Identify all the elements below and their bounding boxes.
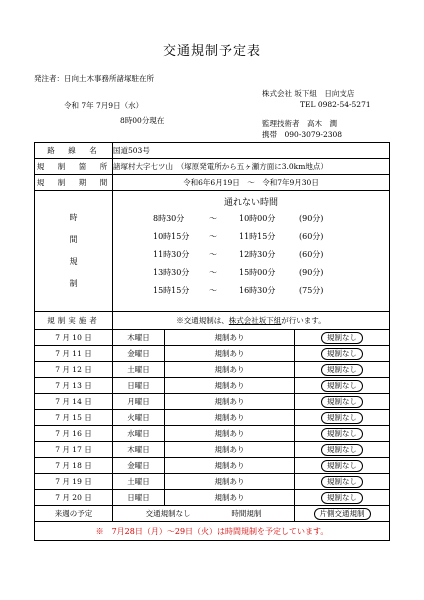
route-value: 国道503号 — [113, 143, 390, 159]
day-mark-cell — [295, 330, 390, 346]
implementer-row — [35, 312, 390, 330]
implementer-suffix: が行います。 — [281, 316, 326, 325]
closure-slot — [113, 210, 389, 228]
day-of-week: 土曜日 — [113, 362, 165, 378]
closure-duration: (60分) — [299, 232, 324, 241]
day-date: 7 月 20 日 — [35, 490, 113, 506]
day-row — [35, 426, 390, 442]
day-mark-cell — [295, 490, 390, 506]
closure-slot — [113, 246, 389, 264]
period-row — [35, 175, 390, 191]
note-row — [35, 522, 390, 541]
engineer-mobile: 携帯 090-3079-2308 — [262, 130, 343, 139]
day-mark-cell — [295, 394, 390, 410]
day-status: 規制あり — [165, 426, 295, 442]
day-of-week: 火曜日 — [113, 410, 165, 426]
closure-start: 10時15分 — [153, 232, 190, 241]
day-row — [35, 330, 390, 346]
issuer-text: 発注者：日向土木事務所諸塚駐在所 — [34, 74, 154, 83]
day-mark-cell — [295, 346, 390, 362]
period-label: 規 制 期 間 — [35, 175, 113, 191]
day-of-week: 日曜日 — [113, 378, 165, 394]
day-status: 規制あり — [165, 474, 295, 490]
closure-end: 11時15分 — [239, 232, 276, 241]
day-date: 7 月 11 日 — [35, 346, 113, 362]
closure-duration: (90分) — [299, 268, 324, 277]
day-row — [35, 474, 390, 490]
period-value: 令和6年6月19日 ～ 令和7年9月30日 — [113, 175, 390, 191]
closure-end: 15時00分 — [239, 268, 276, 277]
day-status: 規制あり — [165, 346, 295, 362]
day-row — [35, 362, 390, 378]
regulation-table — [34, 142, 390, 541]
closure-duration: (75分) — [299, 286, 324, 295]
day-mark-cell — [295, 458, 390, 474]
closure-tilde: ～ — [209, 250, 217, 259]
no-regulation-mark: 規制なし — [321, 364, 363, 376]
next-week-time-text: 時間規制 — [231, 509, 262, 518]
next-week-none — [113, 506, 295, 522]
location-label: 規 制 箇 所 — [35, 159, 113, 175]
implementer-value — [113, 312, 390, 330]
day-of-week: 月曜日 — [113, 394, 165, 410]
location-value: 諸塚村大字七ツ山 （塚原発電所から五ヶ瀬方面に3.0km地点） — [113, 159, 390, 175]
implementer-prefix: ※交通規制は、 — [176, 316, 229, 325]
day-date: 7 月 12 日 — [35, 362, 113, 378]
time-label-char: 規 — [69, 257, 78, 266]
day-row — [35, 458, 390, 474]
no-regulation-mark: 規制なし — [321, 476, 363, 488]
no-regulation-mark: 規制なし — [321, 428, 363, 440]
day-status: 規制あり — [165, 330, 295, 346]
day-date: 7 月 17 日 — [35, 442, 113, 458]
implementer-label: 規制実施者 — [35, 312, 113, 330]
closure-slot — [113, 282, 389, 300]
closure-start: 13時30分 — [153, 268, 190, 277]
closure-duration: (60分) — [299, 250, 324, 259]
no-regulation-mark: 規制なし — [321, 460, 363, 472]
closure-start: 8時30分 — [153, 214, 185, 223]
implementer-company: 株式会社坂下組 — [228, 316, 282, 325]
day-of-week: 金曜日 — [113, 346, 165, 362]
no-regulation-mark: 規制なし — [321, 380, 363, 392]
no-regulation-mark: 規制なし — [321, 492, 363, 504]
no-regulation-mark: 規制なし — [321, 396, 363, 408]
time-label-char: 制 — [69, 279, 78, 288]
issue-date: 令和 7年 7月9日（水） — [64, 101, 144, 110]
day-of-week: 木曜日 — [113, 442, 165, 458]
day-mark-cell — [295, 410, 390, 426]
no-regulation-mark: 規制なし — [321, 412, 363, 424]
time-label-char: 間 — [69, 235, 78, 244]
no-regulation-mark: 規制なし — [321, 444, 363, 456]
day-date: 7 月 16 日 — [35, 426, 113, 442]
closure-tilde: ～ — [209, 286, 217, 295]
closure-duration: (90分) — [299, 214, 324, 223]
day-status: 規制あり — [165, 410, 295, 426]
next-week-row — [35, 506, 390, 522]
day-date: 7 月 19 日 — [35, 474, 113, 490]
time-regulation-label — [35, 191, 113, 312]
day-date: 7 月 14 日 — [35, 394, 113, 410]
day-of-week: 日曜日 — [113, 490, 165, 506]
closure-end: 16時30分 — [239, 286, 276, 295]
as-of-time: 8時00分現在 — [120, 116, 165, 125]
day-row — [35, 490, 390, 506]
day-of-week: 水曜日 — [113, 426, 165, 442]
page-title: 交通規制予定表 — [162, 44, 261, 59]
closure-title: 通れない時間 — [223, 198, 278, 208]
day-row — [35, 410, 390, 426]
closure-slot — [113, 228, 389, 246]
next-week-none-text: 交通規制なし — [145, 509, 191, 518]
day-status: 規制あり — [165, 394, 295, 410]
closure-tilde: ～ — [209, 232, 217, 241]
company-name: 株式会社 坂下組 日向支店 — [262, 89, 355, 98]
day-mark-cell — [295, 362, 390, 378]
closure-times — [113, 191, 390, 312]
day-date: 7 月 10 日 — [35, 330, 113, 346]
engineer-name: 監理技術者 高木 潤 — [262, 119, 337, 128]
day-row — [35, 378, 390, 394]
closure-end: 12時30分 — [239, 250, 276, 259]
day-row — [35, 346, 390, 362]
closure-start: 11時30分 — [153, 250, 190, 259]
day-status: 規制あり — [165, 362, 295, 378]
day-mark-cell — [295, 426, 390, 442]
no-regulation-mark: 規制なし — [321, 332, 363, 344]
oneway-regulation-mark: 片側交通規制 — [314, 508, 371, 520]
route-row — [35, 143, 390, 159]
day-row — [35, 394, 390, 410]
day-row — [35, 442, 390, 458]
day-date: 7 月 15 日 — [35, 410, 113, 426]
day-of-week: 土曜日 — [113, 474, 165, 490]
day-date: 7 月 13 日 — [35, 378, 113, 394]
day-status: 規制あり — [165, 490, 295, 506]
closure-slot — [113, 264, 389, 282]
schedule-note: ※ 7月28日（月）～29日（火）は時間規制を予定しています。 — [35, 522, 390, 541]
closure-tilde: ～ — [209, 268, 217, 277]
day-status: 規制あり — [165, 442, 295, 458]
day-status: 規制あり — [165, 458, 295, 474]
day-of-week: 金曜日 — [113, 458, 165, 474]
closure-start: 15時15分 — [153, 286, 190, 295]
route-label: 路 線 名 — [35, 143, 113, 159]
time-regulation-row — [35, 191, 390, 312]
day-mark-cell — [295, 442, 390, 458]
location-row — [35, 159, 390, 175]
day-mark-cell — [295, 378, 390, 394]
day-status: 規制あり — [165, 378, 295, 394]
company-tel: TEL 0982-54-5271 — [300, 100, 371, 109]
day-of-week: 木曜日 — [113, 330, 165, 346]
next-week-mark-cell — [295, 506, 390, 522]
time-label-char: 時 — [69, 213, 78, 222]
no-regulation-mark: 規制なし — [321, 348, 363, 360]
day-date: 7 月 18 日 — [35, 458, 113, 474]
closure-end: 10時00分 — [239, 214, 276, 223]
day-mark-cell — [295, 474, 390, 490]
closure-tilde: ～ — [209, 214, 217, 223]
next-week-label: 来週の予定 — [35, 506, 113, 522]
